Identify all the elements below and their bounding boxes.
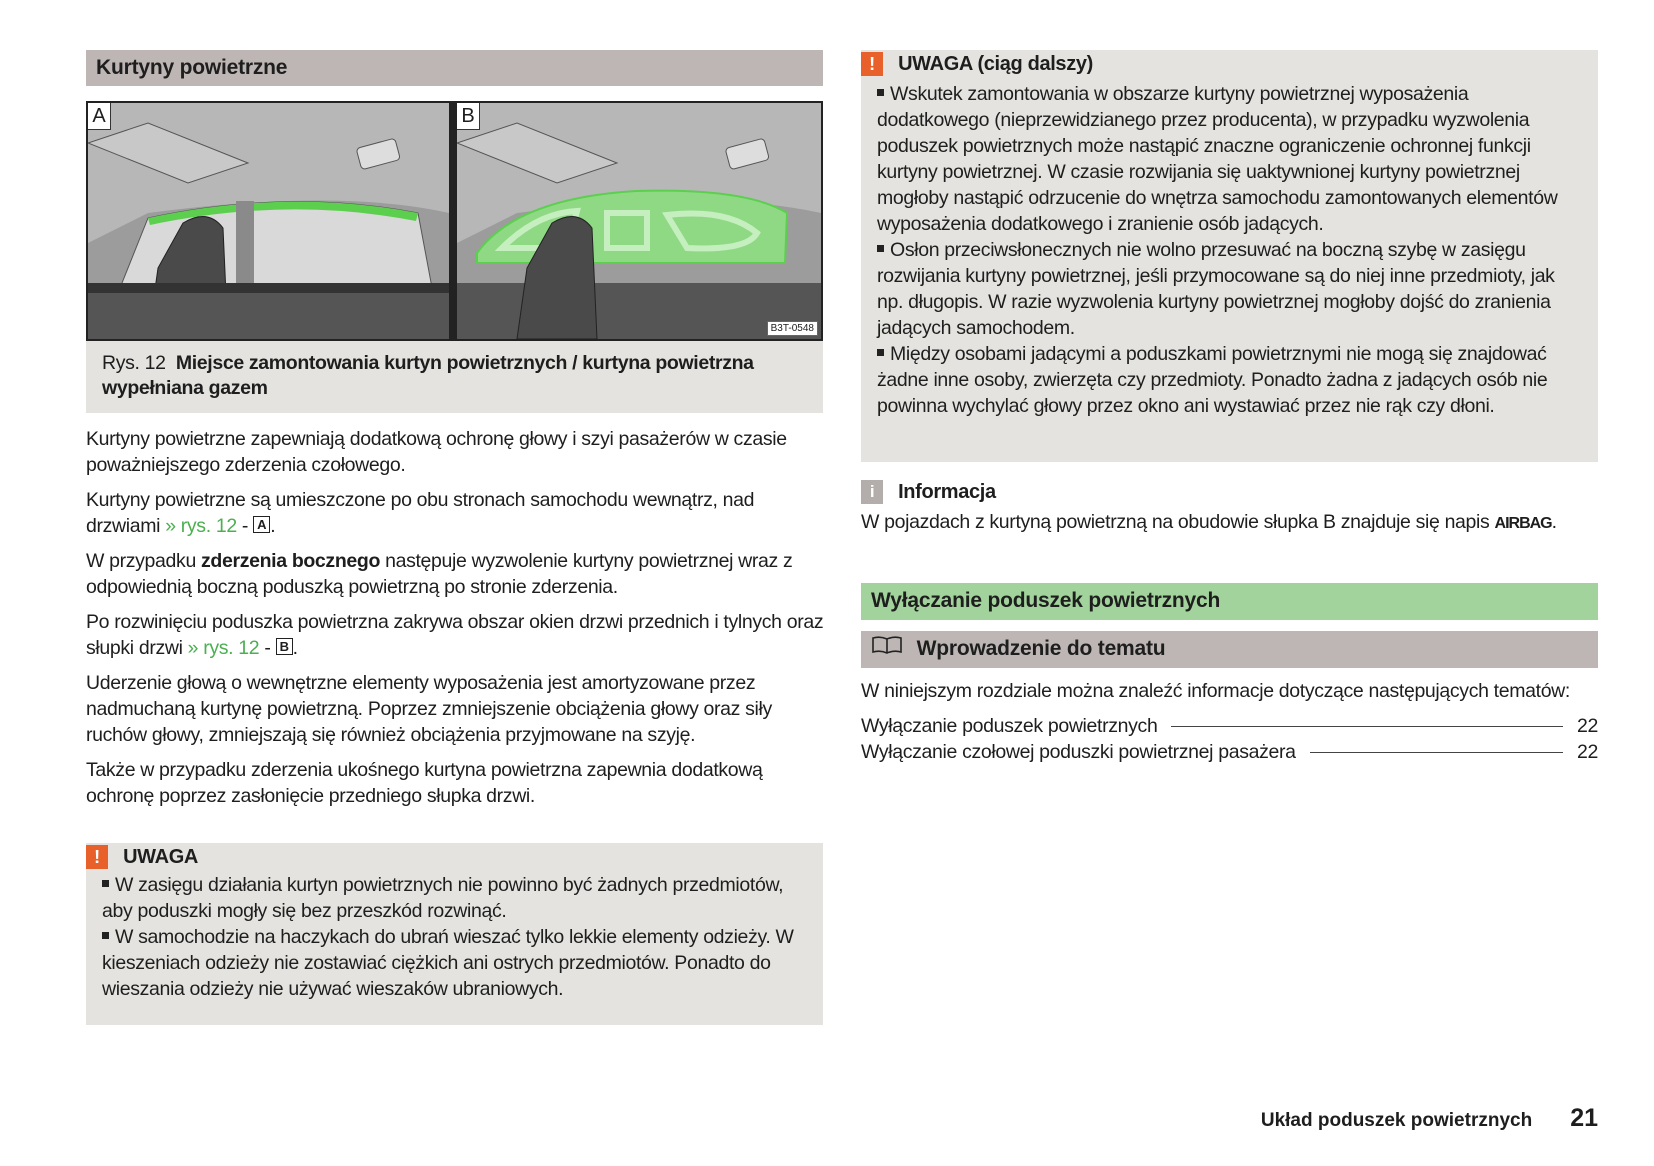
figure-panel-b — [457, 103, 821, 339]
footer-chapter: Układ poduszek powietrznych — [1260, 1110, 1533, 1131]
warning-item: Wskutek zamontowania w obszarze kurtyny powietrznej wyposażenia dodatkowego (nieprzewidzianego przez producenta), w przypadku wyzwolenia poduszek powietrznych może nastąpić znaczne ograniczenie ochronnej funkcji kurtyny powietrznej. W czasie rozwijania się uaktywnionej kurtyny powietrznej mogłoby nastąpić odrzucenie do wnętrza samochodu zamontowanych elementów wyposażenia dodatkowego i zranienie osób jadących. — [877, 81, 1582, 237]
ref-label-b: B — [276, 638, 293, 655]
toc-page: 22 — [1577, 715, 1598, 737]
panel-label-a: A — [88, 103, 111, 130]
figure-link[interactable]: » rys. 12 — [187, 637, 260, 659]
info-box — [861, 478, 1601, 537]
warning-header — [86, 843, 807, 870]
toc-item[interactable] — [861, 713, 1598, 739]
paragraph-2-text: Kurtyny powietrzne są umieszczone po obu stronach samochodu wewnątrz, nad drzwiami — [86, 489, 755, 537]
figure-12 — [86, 101, 823, 341]
info-text-body: W pojazdach z kurtyną powietrzną na obudowie słupka B znajduje się napis — [861, 510, 1490, 533]
page-footer — [1261, 1104, 1598, 1133]
info-icon: i — [861, 480, 883, 504]
warning-title: UWAGA — [123, 845, 198, 868]
dash: - — [264, 637, 271, 659]
info-end: . — [1551, 510, 1557, 533]
left-body — [86, 426, 826, 809]
panel-label-b: B — [457, 103, 480, 130]
toc-leader-line — [1310, 752, 1563, 753]
warning-item: W samochodzie na haczykach do ubrań wieszać tylko lekkie elementy odzieży. W kieszeniach odzieży nie zostawiać ciężkich ani ostrych przedmiotów. Ponadto do wieszania odzieży nie używać wieszaków ubraniowych. — [102, 924, 807, 1002]
info-header — [861, 478, 1601, 505]
paragraph-6: Także w przypadku zderzenia ukośnego kurtyna powietrzna zapewnia dodatkową ochronę poprzez zasłonięcie przedniego słupka drzwi. — [86, 759, 763, 807]
car-interior-curtain-illustration — [88, 103, 449, 339]
airbag-label: AIRBAG — [1494, 514, 1552, 532]
info-title: Informacja — [898, 480, 996, 503]
page-number: 21 — [1570, 1104, 1598, 1132]
toc-leader-line — [1171, 726, 1563, 727]
caption-prefix: Rys. 12 — [102, 352, 166, 374]
warning-item: Osłon przeciwsłonecznych nie wolno przesuwać na boczną szybę w zasięgu rozwijania kurtyny powietrznej, jeśli przymocowane są do niej inne przedmioty, jak np. długopis. W razie wyzwolenia kurtyny powietrznej mogłoby dojść do zranienia jadących samochodem. — [877, 237, 1582, 341]
paragraph-4-text: Po rozwinięciu poduszka powietrzna zakrywa obszar okien drzwi przednich i tylnych oraz słupki drzwi — [86, 611, 824, 659]
warning-icon: ! — [86, 845, 108, 869]
warning-title: UWAGA (ciąg dalszy) — [898, 52, 1093, 75]
paragraph-1: Kurtyny powietrzne zapewniają dodatkową ochronę głowy i szyi pasażerów w czasie poważniejszego zderzenia czołowego. — [86, 428, 787, 476]
paragraph-5: Uderzenie głową o wewnętrzne elementy wyposażenia jest amortyzowane przez nadmuchaną kurtynę powietrzną. Poprzez zmniejszenie obciążenia głowy oraz siły ruchów głowy, zmniejszają się również obciążenia przyjmowane na szyję. — [86, 672, 772, 746]
figure-caption — [86, 341, 823, 413]
dash: - — [241, 515, 249, 537]
paragraph-3-bold: zderzenia bocznego — [201, 550, 381, 572]
section-header-kurtyny — [86, 50, 823, 86]
warning-continued-box — [861, 50, 1598, 462]
paragraph-3-a: W przypadku — [86, 550, 196, 572]
caption-title: Miejsce zamontowania kurtyn powietrznych / kurtyna powietrzna wypełniana gazem — [102, 352, 754, 399]
figure-code: B3T-0548 — [767, 321, 818, 336]
warning-item: Między osobami jadącymi a poduszkami powietrznymi nie mogą się znajdować żadne inne osoby, zwierzęta czy przedmioty. Ponadto żadna z jadących osób nie powinna wychylać głowy przez okno ani wystawiać przez nie rąk czy dłoni. — [877, 341, 1582, 419]
section-title: Wyłączanie poduszek powietrznych — [871, 589, 1221, 612]
warning-icon: ! — [861, 52, 883, 76]
warning-box — [86, 843, 823, 1025]
toc-page: 22 — [1577, 741, 1598, 763]
paragraph-2: Kurtyny powietrzne są umieszczone po obu stronach samochodu wewnątrz, nad drzwiami » rys. 12 - A . — [86, 489, 755, 537]
warning-item: W zasięgu działania kurtyn powietrznych nie powinno być żadnych przedmiotów, aby poduszki mogły się bez przeszkód rozwinąć. — [102, 872, 807, 924]
toc-item[interactable] — [861, 739, 1598, 765]
paragraph-3 — [86, 548, 826, 600]
subsection-title: Wprowadzenie do tematu — [916, 637, 1166, 660]
warning-header — [861, 50, 1582, 77]
intro-section — [861, 678, 1598, 765]
paragraph-3-b: następuje wyzwolenie kurtyny powietrznej wraz z odpowiednią boczną poduszką powietrzną po stronie zderzenia. — [86, 550, 793, 598]
section-title: Kurtyny powietrzne — [96, 56, 288, 79]
info-text — [861, 509, 1601, 537]
toc-label: Wyłączanie czołowej poduszki powietrznej pasażera — [861, 741, 1296, 763]
intro-text: W niniejszym rozdziale można znaleźć informacje dotyczące następujących tematów: — [861, 680, 1570, 702]
paragraph-4: Po rozwinięciu poduszka powietrzna zakrywa obszar okien drzwi przednich i tylnych oraz słupki drzwi » rys. 12 - B . — [86, 611, 824, 659]
car-interior-inflated-curtain-illustration — [457, 103, 821, 339]
ref-label-a: A — [253, 516, 270, 533]
figure-link[interactable]: » rys. 12 — [165, 515, 237, 537]
toc-label: Wyłączanie poduszek powietrznych — [861, 715, 1158, 737]
figure-panel-a — [88, 103, 449, 339]
book-icon — [871, 631, 903, 667]
subsection-header — [861, 631, 1598, 668]
section-header-wylaczanie — [861, 583, 1598, 620]
